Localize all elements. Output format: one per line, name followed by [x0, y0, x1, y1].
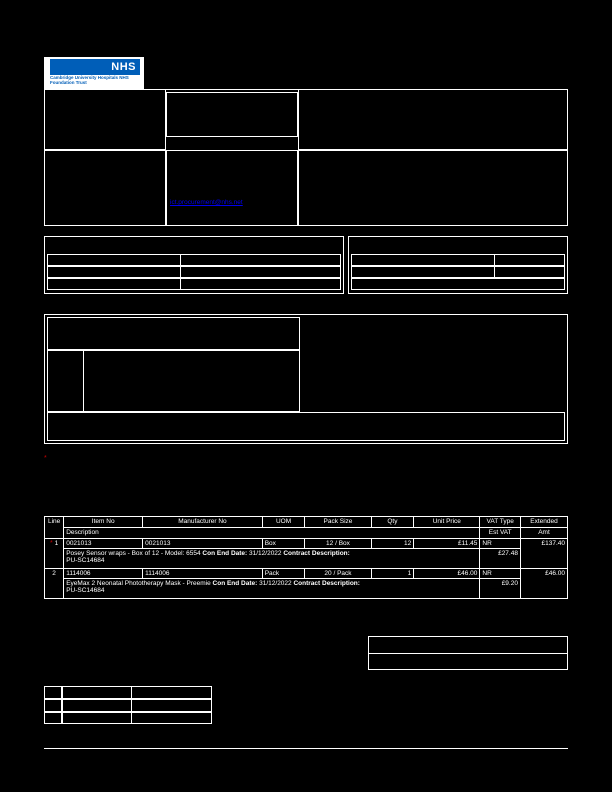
cell-item-no-2: 1114006: [64, 569, 143, 579]
cell-pack-size-1: 12 / Box: [305, 539, 371, 549]
cell-pack-size-2: 20 / Pack: [305, 569, 371, 579]
th-extended-amt: Extended: [520, 517, 567, 528]
table-row: [45, 539, 568, 549]
delivery-information-title: Delivery Information: [48, 239, 121, 248]
cell-line-number-2: [45, 569, 64, 599]
cell-qty-1: 12: [371, 539, 414, 549]
line-star-1: *: [50, 540, 53, 547]
table-header-row-1: [45, 517, 568, 528]
asterisk-note: *: [44, 455, 47, 462]
header-cell-contact-details: [166, 150, 298, 226]
cell-manufacturer-no-1: 0021013: [143, 539, 263, 549]
cell-description-1: Posey Sensor wraps - Box of 12 - Model: 6554 Con End Date: 31/12/2022 Contract Description: PU-SC14684: [64, 549, 480, 569]
header-cell-order-details: [298, 150, 568, 226]
cell-extended-amt-2: £46.00: [520, 569, 567, 599]
payment-information-title: Payment Information: [352, 239, 427, 248]
cell-uom-2: Pack: [262, 569, 305, 579]
th-vat-type: VAT Type: [480, 517, 521, 528]
header-cell-supplier-label: [44, 89, 166, 150]
line-value-2: 2: [52, 570, 56, 577]
cell-line-number-1: [45, 539, 64, 569]
delivery-row-3-value: [180, 278, 341, 290]
table-header-row-2: [45, 528, 568, 539]
header-cell-order-meta: [298, 89, 568, 150]
footer-table-col-1: [44, 686, 62, 724]
th-unit-price: Unit Price: [414, 517, 480, 528]
cell-uom-1: Box: [262, 539, 305, 549]
table-row-description: [45, 579, 568, 599]
payment-row-3: [351, 278, 565, 290]
th-est-vat: Est VAT: [480, 528, 521, 539]
cell-manufacturer-no-2: 1114006: [143, 569, 263, 579]
cell-item-no-1: 0021013: [64, 539, 143, 549]
trust-name: Cambridge University Hospitals NHS Foundation Trust: [50, 75, 129, 85]
address-row-1: [47, 317, 300, 350]
delivery-row-1-value: [180, 254, 341, 266]
th-amt: Amt: [520, 528, 567, 539]
cell-qty-2: 1: [371, 569, 414, 579]
th-line: Line: [45, 517, 64, 539]
cell-description-2: EyeMax 2 Neonatal Phototherapy Mask - Preemie Con End Date: 31/12/2022 Contract Description: PU-SC14684: [64, 579, 480, 599]
table-row-description: [45, 549, 568, 569]
footer-divider: [44, 748, 568, 749]
address-row-2: [47, 350, 300, 412]
cell-vat-type-1: NR: [480, 539, 521, 549]
th-description: Description: [64, 528, 480, 539]
payment-row-2-value: [494, 266, 565, 278]
header-cell-supplier-address: [166, 92, 298, 137]
cell-unit-price-2: £46.00: [414, 569, 480, 579]
nhs-wordmark: NHS: [50, 59, 140, 75]
header-cell-contact-label: [44, 150, 166, 226]
th-item-no: Item No: [64, 517, 143, 528]
procurement-email-link[interactable]: ict.procurement@nhs.net: [170, 199, 243, 206]
cell-vat-type-2: NR: [480, 569, 521, 579]
address-row-3: [47, 412, 565, 441]
line-value-1: 1: [54, 540, 59, 547]
address-row-2-label: [47, 350, 84, 412]
th-pack-size: Pack Size: [305, 517, 371, 528]
payment-row-1-value: [494, 254, 565, 266]
delivery-row-2-value: [180, 266, 341, 278]
th-qty: Qty: [371, 517, 414, 528]
totals-row-2: [368, 653, 568, 670]
nhs-logo: [44, 57, 144, 89]
cell-unit-price-1: £11.45: [414, 539, 480, 549]
footer-table-col-2: [62, 686, 132, 724]
cell-extended-amt-1: £137.40: [520, 539, 567, 569]
th-uom: UOM: [262, 517, 305, 528]
line-items-table: [44, 516, 568, 599]
cell-est-vat-2: £9.20: [480, 579, 521, 599]
th-manufacturer-no: Manufacturer No: [143, 517, 263, 528]
cell-est-vat-1: £27.48: [480, 549, 521, 569]
table-row: [45, 569, 568, 579]
